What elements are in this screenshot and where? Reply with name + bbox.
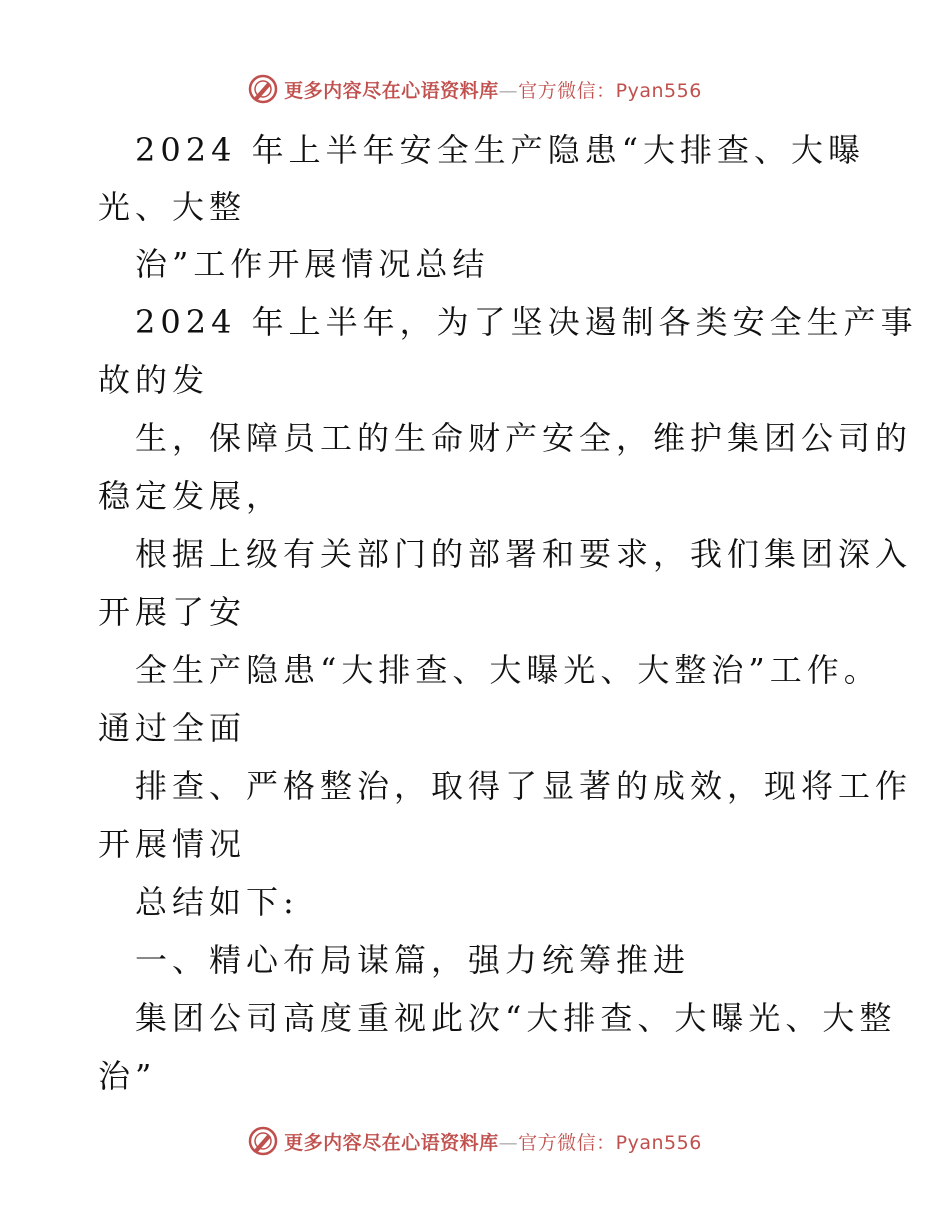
watermark-separator: — [498,1131,519,1154]
watermark-sub: 官方微信：Pyan556 [518,1131,702,1154]
watermark-separator: — [498,79,519,102]
watermark-text [284,1128,702,1155]
pen-logo-icon [248,1126,278,1156]
doc-line: 稳定发展， [98,477,284,515]
doc-line: 开展情况 [98,825,247,863]
doc-line: 生，保障员工的生命财产安全，维护集团公司的 [135,419,913,457]
doc-line: 总结如下: [135,883,299,921]
doc-line: 一、精心布局谋篇，强力统筹推进 [135,941,691,979]
doc-line: 开展了安 [98,593,247,631]
doc-line: 通过全面 [98,709,247,747]
doc-line: 排查、严格整治，取得了显著的成效，现将工作 [135,767,913,805]
doc-line: 根据上级有关部门的部署和要求，我们集团深入 [135,535,913,573]
watermark-main: 更多内容尽在心语资料库 [284,1131,499,1154]
doc-line: 2024 年上半年，为了坚决遏制各类安全生产事 [135,303,918,341]
doc-line: 治”工作开展情况总结 [135,245,490,283]
doc-line: 故的发 [98,361,210,399]
watermark-sub: 官方微信：Pyan556 [518,79,702,102]
doc-line: 光、大整 [98,188,247,226]
doc-line: 2024 年上半年安全生产隐患“大排查、大曝 [135,131,865,169]
footer-watermark [0,1124,950,1158]
doc-line: 治” [98,1057,157,1095]
doc-line: 集团公司高度重视此次“大排查、大曝光、大整 [135,999,897,1037]
doc-line: 全生产隐患“大排查、大曝光、大整治”工作。 [135,651,881,689]
watermark-main: 更多内容尽在心语资料库 [284,79,499,102]
